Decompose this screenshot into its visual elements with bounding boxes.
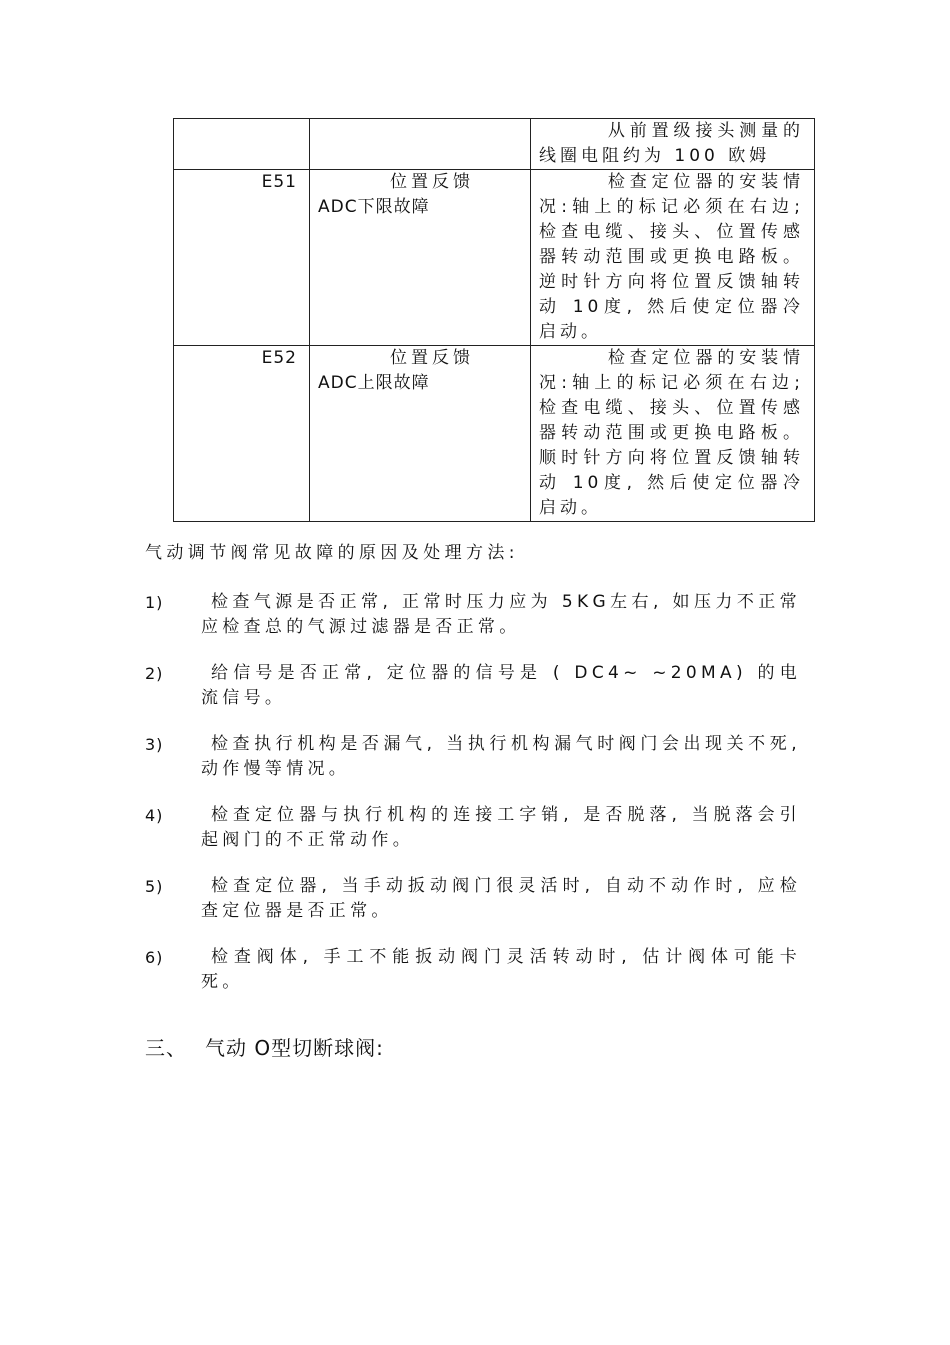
list-item-text: 给信号是否正常, 定位器的信号是 ( DC4~ ~20MA) 的电流信号。 — [201, 663, 801, 708]
list-item-number: 6) — [145, 948, 164, 967]
section-intro: 气动调节阀常见故障的原因及处理方法: — [145, 543, 519, 563]
fault-description-cell — [310, 170, 531, 346]
list-item-number: 4) — [145, 806, 164, 825]
fault-description-line1: 位置反馈 — [390, 172, 474, 192]
fault-code-table — [173, 118, 815, 522]
fault-action-text: 检查定位器的安装情况:轴上的标记必须在右边;检查电缆、接头、位置传感器转动范围或更换电路板。逆时针方向将位置反馈轴转动 10度, 然后使定位器冷启动。 — [539, 172, 804, 342]
table-row — [174, 346, 815, 522]
list-item — [145, 874, 805, 945]
list-item — [145, 590, 805, 661]
fault-code-cell: E51 — [174, 170, 310, 346]
section-heading-title: 气动 O型切断球阀: — [205, 1036, 384, 1060]
list-item-number: 5) — [145, 877, 164, 896]
section-heading — [145, 1034, 384, 1062]
table-row — [174, 170, 815, 346]
fault-code-cell — [174, 119, 310, 170]
fault-action-cell — [531, 170, 815, 346]
list-item-number: 2) — [145, 664, 164, 683]
fault-description-cell — [310, 119, 531, 170]
fault-action-cell — [531, 346, 815, 522]
section-heading-number: 三、 — [145, 1036, 187, 1060]
list-item-text: 检查执行机构是否漏气, 当执行机构漏气时阀门会出现关不死, 动作慢等情况。 — [201, 734, 801, 779]
cause-list — [145, 590, 805, 1016]
fault-code-cell: E52 — [174, 346, 310, 522]
list-item — [145, 661, 805, 732]
fault-description-line2: ADC上限故障 — [318, 373, 430, 393]
list-item-text: 检查阀体, 手工不能扳动阀门灵活转动时, 估计阀体可能卡死。 — [201, 947, 801, 992]
list-item-number: 1) — [145, 593, 164, 612]
list-item — [145, 732, 805, 803]
list-item-text: 检查定位器与执行机构的连接工字销, 是否脱落, 当脱落会引起阀门的不正常动作。 — [201, 805, 801, 850]
table-row — [174, 119, 815, 170]
fault-description-line2: ADC下限故障 — [318, 197, 430, 217]
list-item-number: 3) — [145, 735, 164, 754]
fault-action-cell — [531, 119, 815, 170]
fault-description-line1: 位置反馈 — [390, 348, 474, 368]
list-item-text: 检查气源是否正常, 正常时压力应为 5KG左右, 如压力不正常应检查总的气源过滤器是否正常。 — [201, 592, 801, 637]
list-item — [145, 803, 805, 874]
list-item-text: 检查定位器, 当手动扳动阀门很灵活时, 自动不动作时, 应检查定位器是否正常。 — [201, 876, 801, 921]
list-item — [145, 945, 805, 1016]
fault-description-cell — [310, 346, 531, 522]
fault-action-text: 从前置级接头测量的线圈电阻约为 100 欧姆 — [539, 121, 804, 166]
fault-action-text: 检查定位器的安装情况:轴上的标记必须在右边;检查电缆、接头、位置传感器转动范围或更换电路板。顺时针方向将位置反馈轴转动 10度, 然后使定位器冷启动。 — [539, 348, 804, 518]
